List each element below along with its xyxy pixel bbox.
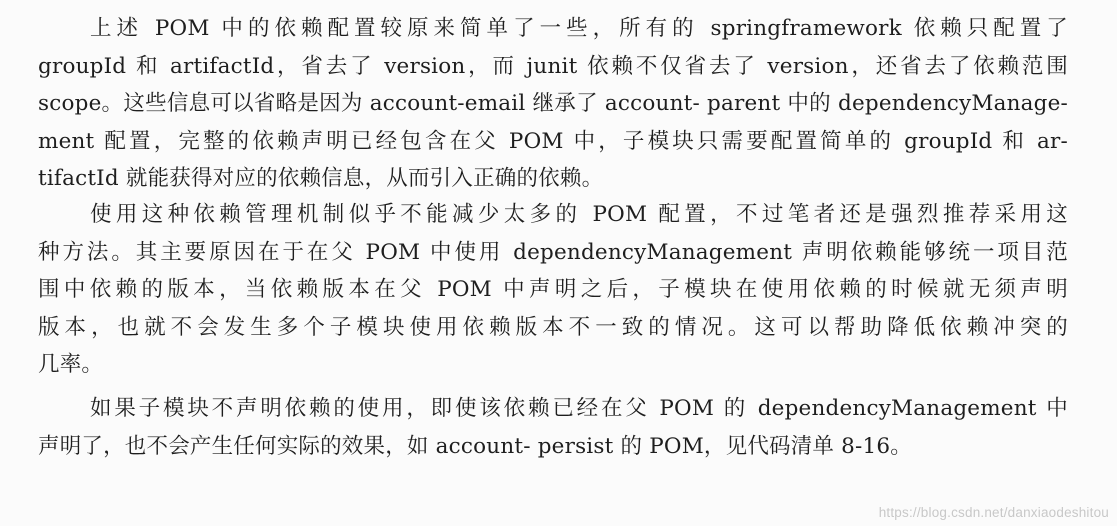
paragraph-line: 围中依赖的版本，当依赖版本在父 POM 中声明之后，子模块在使用依赖的时候就无须声明 xyxy=(38,277,1068,302)
paragraph-1 xyxy=(38,10,1068,198)
paragraph-line: 几率。 xyxy=(38,352,104,377)
watermark-url: https://blog.csdn.net/danxiaodeshitou xyxy=(878,505,1109,520)
paragraph-line: 上述 POM 中的依赖配置较原来简单了一些，所有的 springframework 依赖只配置了 xyxy=(90,16,1068,41)
paragraph-3 xyxy=(38,390,1068,465)
paragraph-line: groupId 和 artifactId，省去了 version，而 junit 依赖不仅省去了 version，还省去了依赖范围 xyxy=(38,53,1068,79)
paragraph-line: 声明了，也不会产生任何实际的效果，如 account- persist 的 POM，见代码清单 8-16。 xyxy=(38,433,912,459)
paragraph-line: ment 配置，完整的依赖声明已经包含在父 POM 中，子模块只需要配置简单的 groupId 和 ar- xyxy=(38,128,1068,154)
paragraph-2 xyxy=(38,196,1068,384)
paragraph-line: 如果子模块不声明依赖的使用，即使该依赖已经在父 POM 的 dependencyManagement 中 xyxy=(90,396,1068,421)
paragraph-line: 版本，也就不会发生多个子模块使用依赖版本不一致的情况。这可以帮助降低依赖冲突的 xyxy=(38,314,1068,340)
paragraph-line: 种方法。其主要原因在于在父 POM 中使用 dependencyManagement 声明依赖能够统一项目范 xyxy=(38,239,1068,265)
paragraph-line: scope。这些信息可以省略是因为 account-email 继承了 account- parent 中的 dependencyManage- xyxy=(38,91,1068,116)
paragraph-line: 使用这种依赖管理机制似乎不能减少太多的 POM 配置，不过笔者还是强烈推荐采用这 xyxy=(90,202,1068,227)
paragraph-line: tifactId 就能获得对应的依赖信息，从而引入正确的依赖。 xyxy=(38,166,604,191)
